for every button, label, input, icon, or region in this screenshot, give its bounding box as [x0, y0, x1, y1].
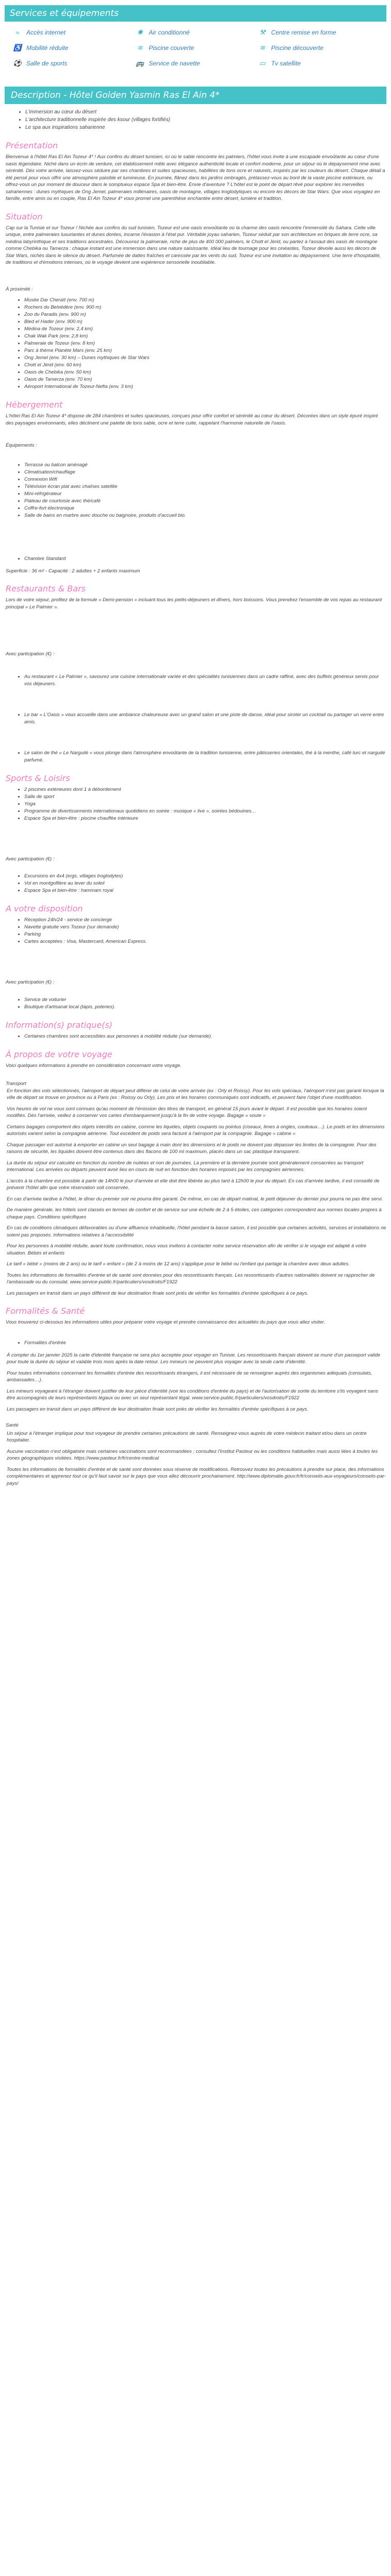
formalites-intro: Vous trouverez ci-dessous les informations utiles pour préparer votre voyage et prendre connaissance des actualités du pays que vous allez visiter.	[6, 1319, 325, 1325]
list-item: • Cartes acceptées : Visa, Mastercard, American Express.	[24, 938, 386, 945]
list-item: • Ong Jemel (env. 30 km) – Dunes mythiques de Star Wars	[24, 354, 386, 362]
service-label: Piscine couverte	[149, 44, 194, 52]
paragraph: Le tarif « bébé » (moins de 2 ans) ou le tarif « enfant » (de 2 à moins de 12 ans) s'applique pour le bébé ou l'enfant qui partage la chambre avec deux adultes.	[7, 1261, 350, 1267]
list-item: • L'immersion au cœur du désert	[25, 108, 386, 116]
snowflake-icon: ✱	[137, 28, 143, 36]
service-label: Centre remise en forme	[271, 29, 336, 36]
sante-paragraphs	[6, 1430, 386, 1487]
section-title-presentation: Présentation	[6, 141, 58, 150]
service-item	[12, 27, 134, 38]
section-title-sports: Sports & Loisirs	[6, 773, 70, 783]
list-item: • Chak Wak Park (env. 2,8 km)	[24, 333, 386, 340]
paragraph: Les passagers en transit dans un pays différent de leur destination finale sont priés de vérifier les formalités d'entrée spécifiques à ce pays.	[7, 1406, 308, 1412]
service-item	[12, 58, 134, 69]
situation-text: Cap sur la Tunisie et sur Tozeur ! Nichée aux confins du sud tunisien, Tozeur est une oasis envoûtante où la charme des oasis rencontre l'immensité du Sahara. Cette ville unique, entre palmeraies luxuriantes et dunes dorées, incarne l'évasion à l'état pur. Véritable joyau saharien, Tozeur séduit par son architecture en briques de terre ocre, sa médina labyrinthique et ses traditions ancestrales. Découvrez la palmeraie, riche de plus de 400 000 palmiers, le Chott el Jérid, ou partez à l'assaut des oasis de montagne comme Chebika ou Tamerza : chaque instant est une immersion dans une nature saisissante. Idéal lieu de tournage pour les cinéastes, Tozeur dévoile aussi les décors de Star Wars, nichés dans le silence du désert. Parfumée de dattes fraîches et caressée par les vents du sud, Tozeur est une invitation au dépaysement. Une terre d'hospitalité, de traditions et d'émotions intenses, où le voyage devient une expérience sensorielle inoubliable.	[6, 225, 381, 265]
paragraph: En cas de conditions climatiques défavorables ou d'une affluence inhabituelle, l'hôtel pendant la basse saison, il est possible que certaines activités, services et installations ne soient pas proposés. Informations relatives à l'accessibilité	[7, 1225, 386, 1238]
paragraph: Toutes les informations de formalités d'entrée et de santé sont données sous réserve de modifications. Retrouvez toutes les précautions à prendre sur place, des informations complémentaires et apprenez tout ce qu'il faut savoir sur le pays que vous allez découvrir prochainement. http://www.diplomatie.gouv.fr/fr/conseils-aux-voyageurs/conseils-par-pays/	[7, 1466, 386, 1486]
list-item: • Connexion Wifi	[24, 476, 386, 483]
paragraph: L'accès à la chambre est possible à partir de 14h00 le jour d'arrivée et elle doit être libérée au plus tard à 12h00 le jour du départ. En cas d'arrivée tardive, il est conseillé de prévenir l'hôtel afin que votre réservation soit conservée.	[7, 1178, 380, 1191]
paragraph: Pour les personnes à mobilité réduite, avant toute confirmation, nous vous invitons à contacter notre service réservation afin de vérifier si le voyage est adapté à votre situation. Bébés et enfants	[7, 1243, 367, 1256]
shuttle-icon: 🚌	[136, 59, 144, 67]
list-item: • Yoga	[24, 801, 386, 808]
pool-heated-icon: ≋	[259, 44, 266, 52]
tv-icon: ▭	[259, 59, 266, 67]
formalites-list	[5, 1340, 386, 1347]
section-title-hebergement: Hébergement	[6, 400, 63, 410]
list-item: • Boutique d'artisanat local (tapis, poteries).	[24, 1004, 386, 1011]
sports-paid-label: Avec participation (€) :	[6, 856, 55, 862]
distances-list	[5, 297, 386, 391]
sports-icon: ⚽	[13, 59, 22, 67]
section-title-apropos: À propos de votre voyage	[6, 1049, 112, 1059]
service-label: Accès internet	[26, 29, 66, 36]
paragraph: Les mineurs voyageant à l'étranger doivent justifier de leur pièce d'identité (voir les conditions d'entrée du pays) et de l'autorisation de sortie du territoire s'ils voyagent sans être accompagnés de leurs représentants légaux ou avec un seul représentant légal. www.service-public.fr/particuliers/vosdroits/F1922	[7, 1388, 378, 1401]
list-item: • Rochers du Belvédère (env. 900 m)	[24, 304, 386, 311]
restaurants-text: Lors de votre séjour, profitez de la formule « Demi-pension » incluant tous les petits-déjeuners et dîners, hors boissons. Vous prendrez l'ensemble de vos repas au restaurant principal « Le Palmier ».	[6, 597, 382, 610]
list-item: • Certaines chambres sont accessibles aux personnes à mobilité réduite (sur demande).	[24, 1033, 386, 1040]
services-banner: Services et équipements	[5, 5, 386, 22]
list-item: • Aéroport International de Tozeur-Nefta (env. 3 km)	[24, 383, 386, 391]
equipment-label: Équipements :	[6, 443, 37, 448]
service-label: Service de navette	[149, 60, 200, 67]
list-item: • 2 piscines extérieures dont 1 à débordement	[24, 786, 386, 793]
equipment-list	[5, 462, 386, 519]
list-item: • Programme de divertissements internationaux quotidiens en soirée : musique « live », soirées bédouines…	[24, 808, 386, 815]
description-banner: Description - Hôtel Golden Yasmin Ras El Ain 4*	[5, 87, 386, 104]
service-label: Salle de sports	[26, 60, 68, 67]
disposition-paid-label: Avec participation (€) :	[6, 979, 55, 985]
paragraph: Un séjour à l'étranger implique pour tout voyageur de prendre certaines précautions de santé. Renseignez-vous auprès de votre médecin traitant et/ou dans un centre hospitalier.	[7, 1430, 367, 1443]
services-grid	[5, 22, 386, 73]
list-item: • L'architecture traditionnelle inspirée des ksour (villages fortifiés)	[25, 116, 386, 124]
list-item: • Coffre-fort électronique	[24, 505, 386, 512]
paragraph: De manière générale, les hôtels sont classés en termes de confort et de service sur une échelle de 2 à 5 étoiles, ces catégories correspondent aux normes locales propres à chaque pays. Conditions spécifiques	[7, 1207, 382, 1220]
pool-icon: ≋	[137, 44, 143, 52]
paragraph: À compter du 1er janvier 2025 la carte d'identité française ne sera plus acceptée pour voyager en Tunisie. Les ressortissants français doivent se munir d'un passeport valide pour toute la durée du séjour et valable trois mois après la date retour. Les mineurs ne peuvent plus voyager avec la seule carte d'identité.	[7, 1352, 381, 1365]
service-item	[257, 27, 379, 38]
list-item: • Climatisation/chauffage	[24, 469, 386, 476]
service-item	[134, 42, 256, 54]
list-item: • Salle de sport	[24, 793, 386, 801]
sports-paid-list	[5, 873, 386, 894]
service-label: Tv satellite	[271, 60, 301, 67]
list-item: • Salle de bains en marbre avec douche ou baignoire, produits d'accueil bio.	[24, 512, 386, 519]
list-item: • Plateau de courtoisie avec thé/café	[24, 498, 386, 505]
list-item: • Parc à thème Planète Mars (env. 25 km)	[24, 347, 386, 354]
list-item: • Terrasse ou balcon aménagé	[24, 462, 386, 469]
disposition-list	[5, 917, 386, 945]
paragraph: Certains bagages comportent des objets interdits en cabine, comme les liquides, objets coupants ou pointus (ciseaux, limes à ongles, couteaux…). Le poids et les dimensions autorisés varient selon la compagnie aérienne. Tout excédent de poids sera facturé à l'aéroport par la compagnie. Bagage « cabine »	[7, 1124, 385, 1137]
tea-salon-list	[5, 750, 386, 764]
paragraph: Chaque passager est autorisé à emporter en cabine un seul bagage à main dont les dimensions et le poids ne doivent pas dépasser les limites de la compagnie. Pour des raisons de sécurité, les liquides doivent être contenus dans des flacons de 100 ml maximum, placés dans un sac plastique transparent.	[7, 1142, 377, 1155]
list-item: • Chott el Jérid (env. 60 km)	[24, 362, 386, 369]
list-item: • Formalités d'entrée	[24, 1340, 386, 1347]
paragraph: La durée du séjour est calculée en fonction du nombre de nuitées et non de journées. La première et la dernière journée sont généralement consacrées au transport international. Les arrivées ou départs peuvent avoir lieu en cours de nuit en fonction des horaires imposés par les compagnies aériennes.	[7, 1160, 364, 1173]
list-item: • Navette gratuite vers Tozeur (sur demande)	[24, 924, 386, 931]
hebergement-text: L'hôtel Ras El Ain Tozeur 4* dispose de 284 chambres et suites spacieuses, conçues pour offrir confort et sérénité au cœur du désert. Décorées dans un style épuré inspiré des paysages environnants, elles déclinent une palette de tons sable, ocre et terre cuite, rappelant l'harmonie naturelle de l'oasis.	[6, 413, 378, 426]
restaurants-paid-label: Avec participation (€) :	[6, 651, 55, 657]
list-item: • Palmeraie de Tozeur (env. 8 km)	[24, 340, 386, 347]
page-container	[5, 0, 386, 1487]
service-item	[134, 27, 256, 38]
list-item: • Excursions en 4x4 (ergs, villages troglodytes)	[24, 873, 386, 880]
list-item: • Oasis de Chebika (env. 50 km)	[24, 369, 386, 376]
list-item: • Médina de Tozeur (env. 2,4 km)	[24, 326, 386, 333]
section-title-information: Information(s) pratique(s)	[6, 1020, 113, 1030]
list-item: • Le salon de thé « Le Narguilé » vous plonge dans l'atmosphère envoûtante de la tradition tunisienne, entre pâtisseries orientales, thé à la menthe, café turc et narguilé parfumé.	[24, 750, 386, 764]
service-item	[257, 42, 379, 54]
list-item: • Musée Dar Cheraït (env. 700 m)	[24, 297, 386, 304]
paragraph: Vos heures de vol ne vous sont connues qu'au moment de l'émission des titres de transport, en général 15 jours avant le départ. Il est possible que les horaires soient modifiés. Dès l'arrivée, veillez à conserver vos cartes d'embarquement jusqu'à la fin de votre voyage. Bagage « soute »	[7, 1106, 367, 1118]
paragraph: Toutes les informations de formalités d'entrée et de santé sont données pour des ressortissants français. Les ressortissants d'autres nationalités doivent se rapprocher de l'ambassade ou du consulat. www.service-public.fr/particuliers/vosdroits/F1922	[7, 1272, 375, 1285]
list-item: • Télévision écran plat avec chaînes satellite	[24, 483, 386, 490]
room-list	[5, 555, 386, 563]
list-item: • Zoo du Paradis (env. 900 m)	[24, 311, 386, 318]
service-item	[134, 58, 256, 69]
list-item: • Mini-réfrigérateur	[24, 490, 386, 498]
transport-title: Transport	[6, 1081, 26, 1087]
information-list	[5, 1033, 386, 1040]
presentation-text: Bienvenue à l'hôtel Ras El Ain Tozeur 4* ! Aux confins du désert tunisien, ici où le sable rencontre les palmiers, l'hôtel vous invite à une escapade envoûtante au cœur d'une oasis légendaire. Niché dans un écrin de verdure, cet établissement mêle avec élégance authenticité locale et confort moderne, pour un séjour où le dépaysement rime avec sérénité. Dès votre arrivée, laissez-vous séduire par ses chambres et suites spacieuses, habillées de tons ocre et naturels, inspirés par les couleurs du désert. Chaque détail a été pensé pour vous offrir une atmosphère paisible et lumineuse. En journée, flânez dans les jardins ombragés, prélassez-vous au bord de la vaste piscine extérieure, ou offrez-vous un pur moment de douceur dans le somptueux espace Spa et bien-être. Envie d'aventure ? L'hôtel est le point de départ rêvé pour explorer les merveilles sahariennes : dunes mythiques de Ong Jemel, palmeraies millénaires, oasis de montagne, villages troglodytiques ou encore les décors de Star Wars. Que vous voyagiez en famille, entre amis ou en couple, Ras El Ain Tozeur 4* vous promet une parenthèse enchantée entre désert, lumière et tradition.	[6, 154, 385, 201]
paragraph: En cas d'arrivée tardive à l'hôtel, le dîner du premier soir ne pourra être garanti. De même, en cas de départ matinal, le petit déjeuner du dernier jour pourra ne pas être servi.	[7, 1196, 383, 1202]
list-item: • Service de voiturier	[24, 996, 386, 1004]
section-title-restaurants: Restaurants & Bars	[6, 584, 86, 594]
wheelchair-icon: ♿	[13, 44, 22, 52]
paragraph: Les passagers en transit dans un pays différent de leur destination finale sont priés de vérifier les formalités d'entrée spécifiques à ce pays.	[7, 1290, 308, 1296]
service-label: Mobilité réduite	[26, 44, 69, 52]
list-item: • Espace Spa et bien-être : piscine chauffée intérieure	[24, 815, 386, 822]
restaurants-list	[5, 673, 386, 688]
paragraph: En fonction des vols sélectionnés, l'aéroport de départ peut différer de celui de votre arrivée (ex : Orly et Roissy). Pour les vols spéciaux, l'aéroport n'est pas garanti lorsque la ville de départ se trouve en province ou à Paris (ex : Roissy ou Orly). Les prix et les horaires communiqués sont indicatifs, et peuvent faire l'objet d'une modification.	[7, 1088, 384, 1100]
wifi-icon: ≈	[15, 28, 20, 37]
list-item: • Réception 24h/24 - service de concierge	[24, 917, 386, 924]
service-label: Piscine découverte	[271, 44, 324, 52]
list-item: • Espace Spa et bien-être : hammam royal	[24, 887, 386, 894]
section-title-formalites: Formalités & Santé	[6, 1306, 85, 1316]
dumbbell-icon: ⚒	[259, 28, 266, 36]
summary-list	[5, 104, 386, 131]
list-item: • Oasis de Tamerza (env. 70 km)	[24, 376, 386, 383]
list-item: • Bled el Hader (env. 900 m)	[24, 318, 386, 326]
room-text: Superficie : 36 m² - Capacité : 2 adultes + 2 enfants maximum	[6, 568, 140, 574]
list-item: • Parking	[24, 931, 386, 938]
paragraph: Pour toutes informations concernant les formalités d'entrée des ressortissants étrangers, il est nécessaire de se renseigner auprès des organismes adéquats (consulats, ambassades…).	[7, 1370, 372, 1383]
bar-list	[5, 711, 386, 726]
sports-list	[5, 786, 386, 822]
apropos-intro: Voici quelques informations à prendre en considération concernant votre voyage.	[6, 1062, 182, 1069]
distances-label: À proximité :	[6, 286, 33, 292]
list-item: • Le bar « L'Oasis » vous accueille dans une ambiance chaleureuse avec un grand salon et une piste de danse, idéal pour siroter un cocktail ou partager un verre entre amis.	[24, 711, 386, 726]
section-title-situation: Situation	[6, 211, 43, 222]
service-item	[12, 42, 134, 54]
apropos-paragraphs	[6, 1088, 386, 1297]
list-item: • Au restaurant « Le Palmier », savourez une cuisine internationale variée et des spécialités tunisiennes dans un cadre raffiné, avec des buffets généreux servis pour vos déjeuners.	[24, 673, 386, 688]
paragraph: Aucune vaccination n'est obligatoire mais certaines vaccinations sont recommandées ; consultez l'Institut Pasteur ou les conditions habituelles mais aussi liées à toutes les zones géographiques visitées. https://www.pasteur.fr/fr/centre-medical	[7, 1448, 378, 1461]
list-item: • Le spa aux inspirations saharienne	[25, 124, 386, 131]
disposition-paid-list	[5, 996, 386, 1011]
formalites-paragraphs	[6, 1352, 386, 1413]
room-name: • Chambre Standard	[24, 555, 386, 563]
sante-title: Santé	[6, 1422, 19, 1428]
section-title-disposition: A votre disposition	[6, 904, 83, 913]
service-label: Air conditionné	[149, 29, 190, 36]
service-item	[257, 58, 379, 69]
list-item: • Vol en montgolfière au lever du soleil	[24, 880, 386, 887]
